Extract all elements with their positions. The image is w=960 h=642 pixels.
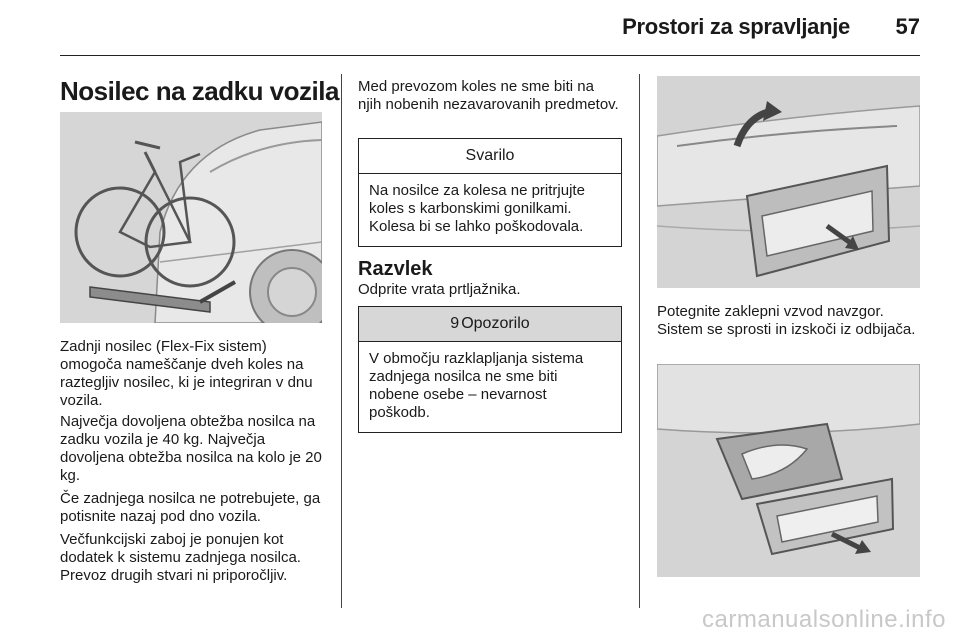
- intro-text: Med prevozom koles ne sme biti na njih nobenih nezavarovanih predmetov.: [358, 78, 619, 113]
- watermark: carmanualsonline.info: [702, 606, 946, 633]
- lever-pull-illustration: [657, 76, 920, 288]
- paragraph-4: Večfunkcijski zaboj je ponujen kot dodatek k sistemu zadnjega nosilca. Prevoz drugih stvari ni priporočljiv.: [60, 531, 301, 584]
- step-text: Odprite vrata prtljažnika.: [358, 281, 521, 298]
- warning-box: [358, 306, 622, 433]
- paragraph-2: Največja dovoljena obtežba nosilca na zadku vozila je 40 kg. Največja dovoljena obtežba nosilca na kolo je 20 kg.: [60, 413, 322, 484]
- section-title: Nosilec na zadku vozila: [60, 76, 339, 106]
- caption-text: Potegnite zaklepni vzvod navzgor. Sistem se sprosti in izskoči iz odbijača.: [657, 303, 916, 338]
- page-number: 57: [895, 14, 920, 39]
- warning-icon: 9: [450, 315, 460, 332]
- bike-carrier-illustration: [60, 112, 322, 323]
- subheading-razvlek: Razvlek: [358, 258, 433, 280]
- warning-header: [359, 307, 621, 342]
- warning-text: V območju razklapljanja sistema zadnjega nosilca ne sme biti nobene osebe – nevarnost poškodb.: [369, 350, 584, 421]
- header-rule: [60, 55, 920, 56]
- carrier-extend-illustration: [657, 364, 920, 577]
- paragraph-3: Če zadnjega nosilca ne potrebujete, ga potisnite nazaj pod dno vozila.: [60, 490, 321, 525]
- column-divider-1: [341, 74, 342, 608]
- caution-title: Svarilo: [359, 139, 621, 174]
- column-divider-2: [639, 74, 640, 608]
- caution-text: Na nosilce za kolesa ne pritrjujte koles s karbonskimi gonilkami. Kolesa bi se lahko poškodovala.: [369, 182, 585, 235]
- warning-title: Opozorilo: [461, 315, 530, 332]
- running-header-title: Prostori za spravljanje: [622, 14, 850, 39]
- paragraph-1: Zadnji nosilec (Flex-Fix sistem) omogoča nameščanje dveh koles na raztegljiv nosilec, ki je integriran v dnu vozila.: [60, 338, 313, 409]
- caution-box: [358, 138, 622, 247]
